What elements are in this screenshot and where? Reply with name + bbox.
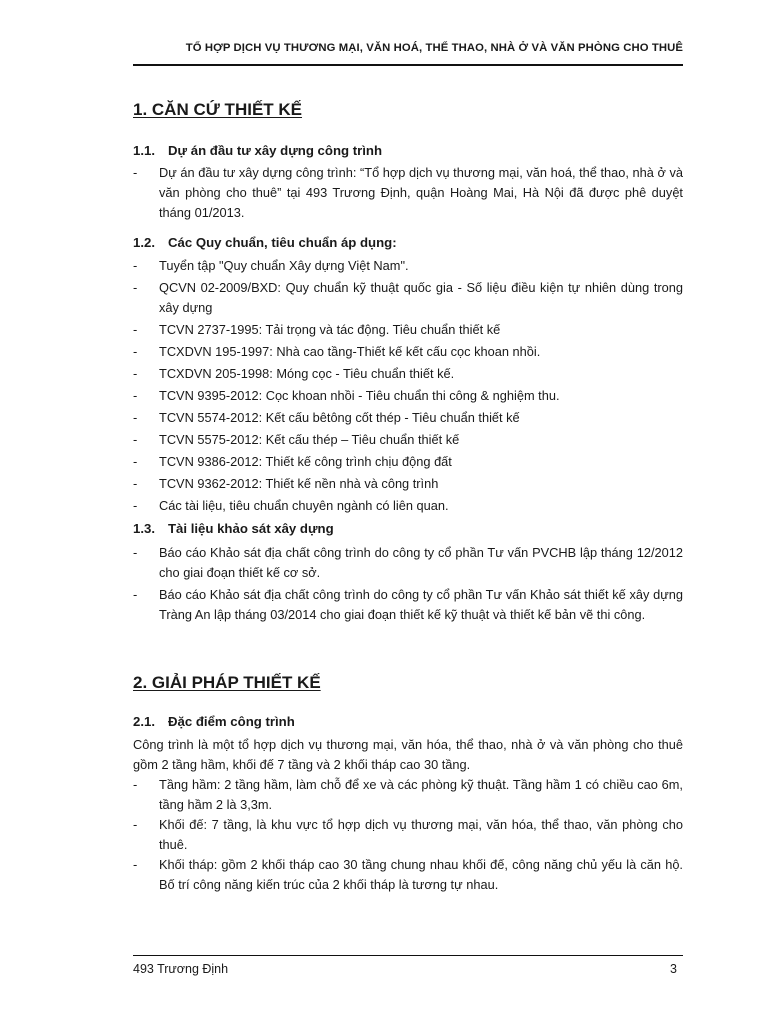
subsection-1-1-label: Dự án đầu tư xây dựng công trình	[168, 143, 383, 158]
subsection-1-3-number: 1.3.	[133, 521, 155, 536]
subsection-1-1-title	[133, 143, 382, 158]
list-item: - TCVN 2737-1995: Tải trọng và tác động. Tiêu chuẩn thiết kế	[133, 322, 501, 337]
list-1-3	[133, 543, 683, 627]
list-item: - Dự án đầu tư xây dựng công trình: “Tổ hợp dịch vụ thương mại, văn hoá, thể thao, nhà ở và văn phòng cho thuê” tại 493 Trương Định, quận Hoàng Mai, Hà Nội đã được phê duyệt tháng 01/2013.	[133, 165, 683, 220]
list-item: - Báo cáo Khảo sát địa chất công trình do công ty cổ phần Tư vấn Khảo sát thiết kế xây dựng Tràng An lập tháng 03/2014 cho giai đoạn thiết kế kỹ thuật và thiết kế bản vẽ thi công.	[133, 587, 683, 622]
subsection-1-3-label: Tài liệu khảo sát xây dựng	[168, 521, 334, 536]
running-header: TỔ HỢP DỊCH VỤ THƯƠNG MẠI, VĂN HOÁ, THỂ THAO, NHÀ Ở VÀ VĂN PHÒNG CHO THUÊ	[185, 42, 683, 54]
list-item: - Tầng hầm: 2 tầng hầm, làm chỗ để xe và các phòng kỹ thuật. Tầng hầm 1 có chiều cao 6m, tầng hầm 2 là 3,3m.	[133, 777, 683, 812]
list-1-1	[133, 163, 683, 223]
list-1-2	[133, 256, 683, 518]
list-item: - TCVN 9362-2012: Thiết kế nền nhà và công trình	[133, 476, 439, 491]
subsection-1-3-title	[133, 521, 334, 536]
header-rule	[133, 64, 683, 66]
subsection-2-1-number: 2.1.	[133, 714, 155, 729]
subsection-1-2-number: 1.2.	[133, 235, 155, 250]
section-2-title: 2. GIẢI PHÁP THIẾT KẾ	[133, 673, 321, 692]
page-number: 3	[670, 962, 677, 976]
footer-rule	[133, 955, 683, 956]
list-2-1	[133, 775, 683, 895]
subsection-2-1-title	[133, 714, 295, 729]
list-item: - QCVN 02-2009/BXD: Quy chuẩn kỹ thuật quốc gia - Số liệu điều kiện tự nhiên dùng trong xây dựng	[133, 280, 683, 315]
footer-address: 493 Trương Định	[133, 962, 229, 976]
list-item: - TCXDVN 205-1998: Móng cọc - Tiêu chuẩn thiết kế.	[133, 366, 455, 381]
subsection-2-1-label: Đặc điểm công trình	[168, 714, 295, 729]
list-item: - TCXDVN 195-1997: Nhà cao tầng-Thiết kế kết cấu cọc khoan nhồi.	[133, 344, 541, 359]
subsection-1-2-label: Các Quy chuẩn, tiêu chuẩn áp dụng:	[168, 235, 397, 250]
intro-paragraph: Công trình là một tổ hợp dịch vụ thương mại, văn hóa, thể thao, nhà ở và văn phòng cho thuê gồm 2 tầng hầm, khối đế 7 tầng và 2 khối tháp cao 30 tầng.	[133, 737, 683, 772]
subsection-1-1-number: 1.1.	[133, 143, 155, 158]
list-item: - Báo cáo Khảo sát địa chất công trình do công ty cổ phần Tư vấn PVCHB lập tháng 12/2012 cho giai đoạn thiết kế cơ sở.	[133, 545, 683, 580]
list-item: - Tuyển tập "Quy chuẩn Xây dựng Việt Nam".	[133, 258, 409, 273]
list-item: - Khối tháp: gồm 2 khối tháp cao 30 tầng chung nhau khối đế, công năng chủ yếu là căn hộ. Bố trí công năng kiến trúc của 2 khối tháp là tương tự nhau.	[133, 857, 683, 892]
section-1-title: 1. CĂN CỨ THIẾT KẾ	[133, 100, 303, 119]
list-item: - TCVN 9395-2012: Cọc khoan nhồi - Tiêu chuẩn thi công & nghiệm thu.	[133, 388, 560, 403]
list-item: - TCVN 5575-2012: Kết cấu thép – Tiêu chuẩn thiết kế	[133, 432, 460, 447]
list-item: - Các tài liệu, tiêu chuẩn chuyên ngành có liên quan.	[133, 498, 449, 513]
list-item: - TCVN 9386-2012: Thiết kế công trình chịu động đất	[133, 454, 452, 469]
subsection-1-2-title	[133, 235, 397, 250]
list-item: - TCVN 5574-2012: Kết cấu bêtông cốt thép - Tiêu chuẩn thiết kế	[133, 410, 520, 425]
list-item: - Khối đế: 7 tầng, là khu vực tổ hợp dịch vụ thương mại, văn hóa, thể thao, văn phòng cho thuê.	[133, 817, 683, 852]
